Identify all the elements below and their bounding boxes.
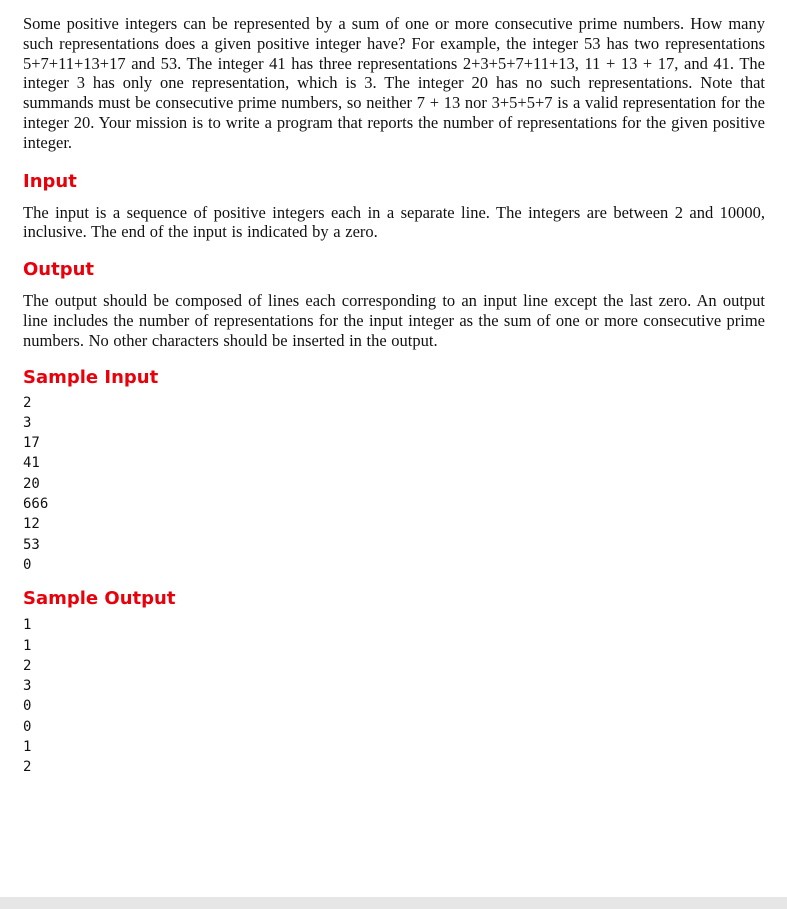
sample-input-block	[23, 393, 765, 576]
sample-output-line: 0	[23, 698, 32, 715]
input-description: The input is a sequence of positive integers each in a separate line. The integers are between 2 and 10000, inclusive. The end of the input is indicated by a zero.	[23, 202, 765, 242]
sample-output-block	[23, 615, 765, 777]
sample-input-line: 3	[23, 414, 32, 431]
sample-output-line: 2	[23, 657, 32, 674]
sample-output-line: 0	[23, 718, 32, 735]
problem-statement: Some positive integers can be represented by a sum of one or more consecutive prime numbers. How many such representations does a given positive integer have? For example, the integer 53 has two representations 5+7+11+13+17 and 53. The integer 41 has three representations 2+3+5+7+11+13, 11 + 13 + 17, and 41. The integer 3 has only one representation, which is 3. The integer 20 has no such representations. Note that summands must be consecutive prime numbers, so neither 7 + 13 nor 3+5+5+7 is a valid representation for the integer 20. Your mission is to write a program that reports the number of representations for the given positive integer.	[23, 14, 765, 152]
sample-output-line: 2	[23, 759, 32, 776]
input-heading: Input	[23, 170, 77, 192]
sample-input-line: 41	[23, 455, 40, 472]
sample-output-line: 3	[23, 678, 32, 695]
sample-output-line: 1	[23, 739, 32, 756]
sample-output-line: 1	[23, 617, 32, 634]
output-description: The output should be composed of lines each corresponding to an input line except the last zero. An output line includes the number of representations for the input integer as the sum of one or more consecutive prime numbers. No other characters should be inserted in the output.	[23, 291, 765, 350]
sample-input-line: 2	[23, 394, 32, 411]
sample-input-heading: Sample Input	[23, 366, 159, 388]
bottom-scroll-bar	[0, 897, 787, 909]
output-heading: Output	[23, 259, 95, 281]
sample-input-line: 53	[23, 536, 40, 553]
sample-input-line: 20	[23, 475, 40, 492]
sample-input-line: 17	[23, 435, 40, 452]
problem-content	[23, 14, 765, 778]
sample-input-line: 666	[23, 496, 49, 513]
sample-input-line: 12	[23, 516, 40, 533]
sample-input-line: 0	[23, 556, 32, 573]
sample-output-line: 1	[23, 637, 32, 654]
sample-output-heading: Sample Output	[23, 588, 176, 610]
